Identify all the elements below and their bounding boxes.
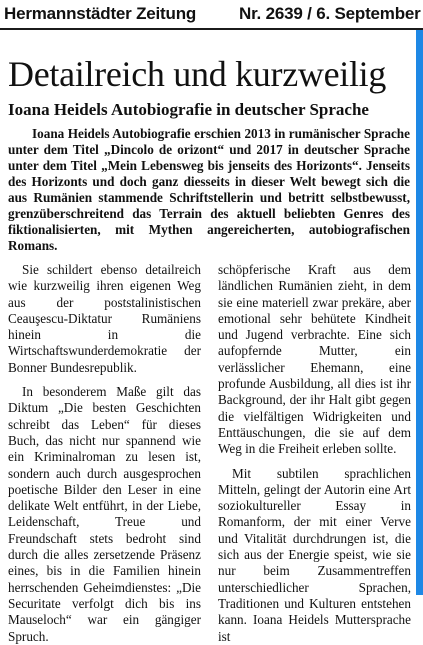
article-lead: Ioana Heidels Autobiografie erschien 2013 in rumänischer Sprache unter dem Titel „Dincolo de orizont“ und 2017 in deutscher Sprache unter dem Titel „Mein Lebensweg bis jenseits des Horizonts“. Jenseits des Horizonts und doch ganz diesseits in dieser Welt bewegt sich die aus Rumänien stammende Schriftstellerin und betritt selbstbewusst, grenzüberschreitend das Terrain des aktuell beliebten Genres des fiktionalisierten, mit Mythen angereicherten, autobiografischen Romans. <box>8 126 410 253</box>
article-column-right <box>218 262 411 644</box>
paragraph: Sie schildert ebenso detailreich wie kurzweilig ihren eigenen Weg aus der poststalinistischen Ceauşescu-Diktatur Rumäniens hinein in die Wirtschaftswunderdemokratie der Bonner Bundesrepublik. <box>8 262 201 375</box>
paragraph: schöpferische Kraft aus dem ländlichen Rumänien zieht, in dem sie eine materiell zwar prekäre, aber emotional sehr behütete Kindheit und Jugend verbrachte. Eine sich aufopfernde Mutter, ein verlässlicher Ehemann, eine profunde Ausbildung, all dies ist ihr Background, der ihr Halt gibt gegen die vielfältigen Widrigkeiten und Enttäuschungen, die sie auf dem Weg in die Freiheit erleben sollte. <box>218 262 411 457</box>
accent-bar <box>416 30 423 595</box>
article-subtitle: Ioana Heidels Autobiografie in deutscher Sprache <box>8 100 369 119</box>
article-title: Detailreich und kurzweilig <box>8 54 387 94</box>
issue-info: Nr. 2639 / 6. September <box>239 4 421 23</box>
paragraph: Mit subtilen sprachlichen Mitteln, gelingt der Autorin eine Art soziokultureller Essay in Romanform, der mit einer Verve und Vitalität durchdrungen ist, die sich aus der Energie speist, wie sie nur beim Zusammentreffen unterschiedlicher Sprachen, Traditionen und Kulturen entstehen kann. Ioana Heidels Muttersprache ist <box>218 465 411 644</box>
article-column-left <box>8 262 201 644</box>
publication-name: Hermannstädter Zeitung <box>4 4 197 23</box>
paragraph: In besonderem Maße gilt das Diktum „Die besten Geschichten schreibt das Leben“ für dieses Buch, das nicht nur spannend wie ein Kriminalroman zu lesen ist, sondern auch durch ausgesprochen poetische Bilder den Leser in eine delikate Welt entführt, in der Liebe, Leidenschaft, Treue und Freundschaft stets bedroht sind durch die alles zersetzende Präsenz eines, bis in die Familien hinein herrschenden Geheimdienstes: „Die Securitate verfolgt dich bis ins Mauseloch“ war ein gängiger Spruch. <box>8 384 201 644</box>
newspaper-header <box>0 0 423 30</box>
